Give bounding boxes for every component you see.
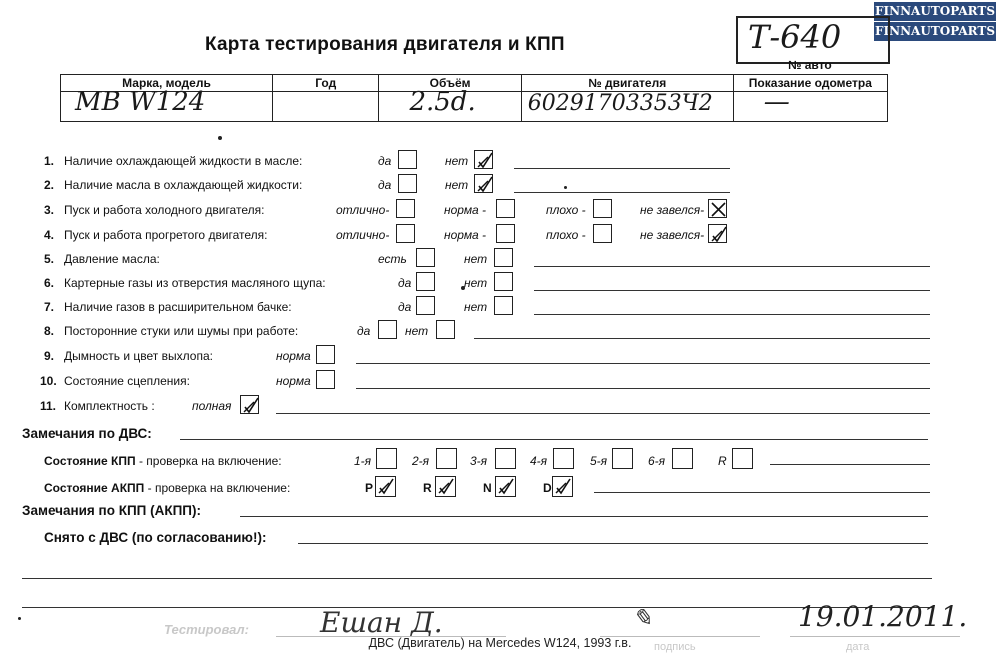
kpp-label: Состояние КПП - проверка на включение: [44, 454, 282, 468]
akpp-gear-label: N [483, 481, 492, 495]
option-label: нет [445, 178, 469, 192]
option-label: норма [276, 374, 311, 388]
option-checkbox[interactable] [436, 320, 455, 339]
val-odometer: — [763, 87, 790, 117]
akpp-gear-label: R [423, 481, 432, 495]
option-label: нет [464, 252, 488, 266]
tested-label: Тестировал: [164, 622, 249, 637]
answer-line [514, 168, 730, 169]
item-label: Посторонние стуки или шумы при работе: [64, 324, 299, 338]
kpp-gear-checkbox[interactable] [553, 448, 574, 469]
item-number: 1. [44, 154, 55, 168]
check-mark-icon [475, 175, 494, 194]
answer-line [514, 192, 730, 193]
cross-mark-icon [709, 200, 728, 219]
stamp-caption: № авто [788, 58, 832, 72]
item-number: 2. [44, 178, 55, 192]
col-brand: Марка, модель [61, 75, 273, 91]
check-mark-icon [496, 477, 515, 496]
answer-line [356, 388, 930, 389]
item-label: Комплектность : [64, 399, 155, 413]
option-checkbox[interactable] [593, 199, 612, 218]
option-label: нет [445, 154, 469, 168]
akpp-gear-label: P [365, 481, 374, 495]
ink-dot [564, 186, 567, 189]
option-label: норма [276, 349, 311, 363]
remarks-engine-line [180, 439, 928, 440]
item-number: 10. [40, 374, 57, 388]
kpp-gear-checkbox[interactable] [436, 448, 457, 469]
option-label: полная [192, 399, 232, 413]
option-checkbox[interactable] [708, 199, 727, 218]
page-title: Карта тестирования двигателя и КПП [205, 34, 565, 55]
item-number: 9. [44, 349, 55, 363]
option-checkbox[interactable] [474, 150, 493, 169]
kpp-gear-label: 4-я [530, 454, 548, 468]
header-table-values [60, 87, 888, 122]
kpp-gear-label: 3-я [470, 454, 488, 468]
item-label: Наличие охлаждающей жидкости в масле: [64, 154, 303, 168]
option-checkbox[interactable] [240, 395, 259, 414]
check-mark-icon [709, 225, 728, 244]
kpp-gear-checkbox[interactable] [612, 448, 633, 469]
kpp-gear-label: 6-я [648, 454, 666, 468]
check-mark-icon [376, 477, 395, 496]
ink-dot [218, 136, 222, 140]
option-label: не завелся- [640, 203, 705, 217]
answer-line [534, 266, 930, 267]
option-checkbox[interactable] [398, 150, 417, 169]
item-number: 4. [44, 228, 55, 242]
option-checkbox[interactable] [494, 248, 513, 267]
item-number: 6. [44, 276, 55, 290]
photo-caption: ДВС (Двигатель) на Mercedes W124, 1993 г.в. [368, 636, 632, 650]
signature-label: подпись [654, 641, 696, 653]
kpp-gear-checkbox[interactable] [495, 448, 516, 469]
kpp-gear-checkbox[interactable] [732, 448, 753, 469]
akpp-gear-checkbox[interactable] [375, 476, 396, 497]
kpp-gear-label: 2-я [412, 454, 430, 468]
check-mark-icon [241, 396, 260, 415]
answer-line [534, 290, 930, 291]
option-checkbox[interactable] [316, 345, 335, 364]
option-label: нет [405, 324, 429, 338]
akpp-line [594, 492, 930, 493]
kpp-gear-label: 1-я [354, 454, 372, 468]
option-label: да [398, 276, 412, 290]
option-checkbox[interactable] [494, 296, 513, 315]
item-label: Пуск и работа холодного двигателя: [64, 203, 265, 217]
answer-line [534, 314, 930, 315]
option-label: да [378, 178, 392, 192]
item-label: Наличие масла в охлаждающей жидкости: [64, 178, 303, 192]
item-number: 3. [44, 203, 55, 217]
check-mark-icon [475, 151, 494, 170]
kpp-gear-checkbox[interactable] [376, 448, 397, 469]
option-checkbox[interactable] [416, 248, 435, 267]
option-label: отлично- [336, 203, 390, 217]
option-label: не завелся- [640, 228, 705, 242]
blank-line-2 [22, 607, 932, 608]
option-label: да [357, 324, 371, 338]
option-checkbox[interactable] [708, 224, 727, 243]
col-volume: Объём [379, 75, 521, 91]
answer-line [474, 338, 930, 339]
item-number: 8. [44, 324, 55, 338]
option-checkbox[interactable] [398, 174, 417, 193]
check-mark-icon [553, 477, 572, 496]
item-number: 5. [44, 252, 55, 266]
removed-line [298, 543, 928, 544]
option-checkbox[interactable] [496, 199, 515, 218]
answer-line [356, 363, 930, 364]
col-odometer: Показание одометра [748, 76, 872, 90]
option-label: да [378, 154, 392, 168]
option-label: отлично- [336, 228, 390, 242]
ink-dot [18, 617, 21, 620]
kpp-gear-label: 5-я [590, 454, 608, 468]
stamp-number: Т-640 [748, 18, 842, 56]
option-label: нет [464, 276, 488, 290]
check-mark-icon [436, 477, 455, 496]
item-label: Дымность и цвет выхлопа: [64, 349, 213, 363]
kpp-line [770, 464, 930, 465]
signature: ✎ [632, 604, 653, 632]
kpp-gear-checkbox[interactable] [672, 448, 693, 469]
option-label: нет [464, 300, 488, 314]
val-engine-no: 60291703353Ч2 [527, 91, 713, 116]
option-checkbox[interactable] [496, 224, 515, 243]
akpp-gear-checkbox[interactable] [552, 476, 573, 497]
option-checkbox[interactable] [396, 224, 415, 243]
item-number: 7. [44, 300, 55, 314]
option-checkbox[interactable] [593, 224, 612, 243]
option-checkbox[interactable] [316, 370, 335, 389]
remarks-kpp-label: Замечания по КПП (АКПП): [22, 503, 201, 518]
option-label: есть [378, 252, 407, 266]
akpp-label: Состояние АКПП - проверка на включение: [44, 481, 291, 495]
removed-label: Снято с ДВС (по согласованию!): [44, 530, 267, 545]
item-label: Состояние сцепления: [64, 374, 190, 388]
answer-line [276, 413, 930, 414]
item-label: Наличие газов в расширительном бачке: [64, 300, 292, 314]
akpp-gear-label: D [543, 481, 552, 495]
item-label: Картерные газы из отверстия масляного щупа: [64, 276, 326, 290]
option-label: норма - [444, 228, 487, 242]
option-label: плохо - [546, 228, 586, 242]
col-engine-no: № двигателя [522, 75, 734, 91]
val-brand: MB W124 [75, 87, 206, 117]
option-checkbox[interactable] [396, 199, 415, 218]
watermark-2: FINNAUTOPARTS [874, 22, 996, 41]
val-volume: 2.5d. [409, 87, 476, 117]
date-label: дата [846, 641, 870, 653]
remarks-engine-label: Замечания по ДВС: [22, 426, 152, 441]
option-checkbox[interactable] [494, 272, 513, 291]
watermark-1: FINNAUTOPARTS [874, 2, 996, 21]
option-checkbox[interactable] [474, 174, 493, 193]
option-label: да [398, 300, 412, 314]
akpp-gear-checkbox[interactable] [495, 476, 516, 497]
date-value: 19.01.2011. [798, 600, 968, 633]
option-checkbox[interactable] [416, 296, 435, 315]
option-label: норма - [444, 203, 487, 217]
option-label: плохо - [546, 203, 586, 217]
item-number: 11. [40, 399, 57, 413]
item-label: Пуск и работа прогретого двигателя: [64, 228, 268, 242]
akpp-gear-checkbox[interactable] [435, 476, 456, 497]
kpp-gear-label: R [718, 454, 727, 468]
blank-line-1 [22, 578, 932, 579]
remarks-kpp-line [240, 516, 928, 517]
item-label: Давление масла: [64, 252, 160, 266]
col-year: Год [273, 75, 379, 91]
option-checkbox[interactable] [378, 320, 397, 339]
option-checkbox[interactable] [416, 272, 435, 291]
tested-name: Ешан Д. [320, 606, 443, 639]
